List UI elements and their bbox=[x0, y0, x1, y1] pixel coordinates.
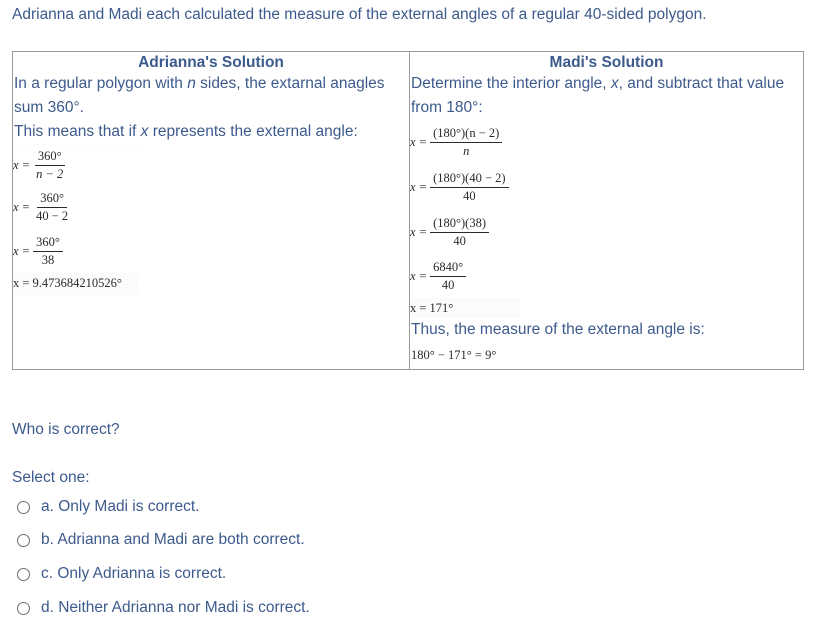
madi-eq-3: x = $\frac{(180^\circ)(38)}{40}$ bbox=[410, 210, 520, 254]
adrianna-eq-2: x = $\frac{360^\circ}{40 - 2}$ bbox=[13, 185, 139, 229]
madi-equations bbox=[410, 120, 520, 318]
adrianna-heading: Adrianna's Solution bbox=[138, 54, 284, 71]
madi-eq-1: x = $\frac{(180^\circ)(n - 2)}{n}$ bbox=[410, 120, 520, 164]
option-a-label[interactable]: a. Only Madi is correct. bbox=[41, 498, 200, 515]
adrianna-result: x = 9.473684210526° bbox=[13, 276, 122, 290]
madi-heading: Madi's Solution bbox=[549, 54, 664, 71]
option-d[interactable] bbox=[17, 599, 310, 617]
radio-c[interactable] bbox=[17, 568, 30, 581]
radio-d[interactable] bbox=[17, 602, 30, 615]
adrianna-equations bbox=[13, 144, 139, 295]
option-d-label[interactable]: d. Neither Adrianna nor Madi is correct. bbox=[41, 599, 310, 616]
radio-b[interactable] bbox=[17, 534, 30, 547]
option-c[interactable] bbox=[17, 565, 226, 583]
solutions-table bbox=[12, 51, 804, 370]
adrianna-eq-1: x = $\frac{360^\circ}{n - 2}$ bbox=[13, 145, 139, 185]
madi-text-2: from 180°: bbox=[411, 99, 483, 116]
option-c-label[interactable]: c. Only Adrianna is correct. bbox=[41, 565, 227, 582]
adrianna-solution-cell bbox=[13, 52, 410, 370]
madi-eq-4: x = $\frac{6840^\circ}{40}$ bbox=[410, 254, 520, 298]
adrianna-text-1: In a regular polygon with n sides, the extarnal anagles bbox=[14, 75, 385, 92]
option-b[interactable] bbox=[17, 531, 305, 549]
madi-final: 180° − 171° = 9° bbox=[411, 348, 497, 362]
select-one-label: Select one: bbox=[12, 469, 90, 486]
adrianna-eq-3: x = $\frac{360^\circ}{38}$ bbox=[13, 229, 139, 273]
madi-text-1: Determine the interior angle, x, and subtract that value bbox=[411, 75, 785, 92]
option-b-label[interactable]: b. Adrianna and Madi are both correct. bbox=[41, 531, 305, 548]
madi-thus-text: Thus, the measure of the external angle is: bbox=[411, 321, 705, 338]
question-prompt: Adrianna and Madi each calculated the measure of the external angles of a regular 40-sided polygon. bbox=[12, 6, 707, 23]
madi-eq-2: x = $\frac{(180^\circ)(40 - 2)}{40}$ bbox=[410, 164, 520, 210]
radio-a[interactable] bbox=[17, 501, 30, 514]
madi-result: x = 171° bbox=[410, 301, 454, 315]
option-a[interactable] bbox=[17, 498, 200, 516]
who-is-correct: Who is correct? bbox=[12, 421, 120, 438]
adrianna-text-2: sum 360°. bbox=[14, 99, 84, 116]
madi-solution-cell bbox=[410, 52, 804, 370]
adrianna-text-3: This means that if x represents the external angle: bbox=[14, 123, 358, 140]
